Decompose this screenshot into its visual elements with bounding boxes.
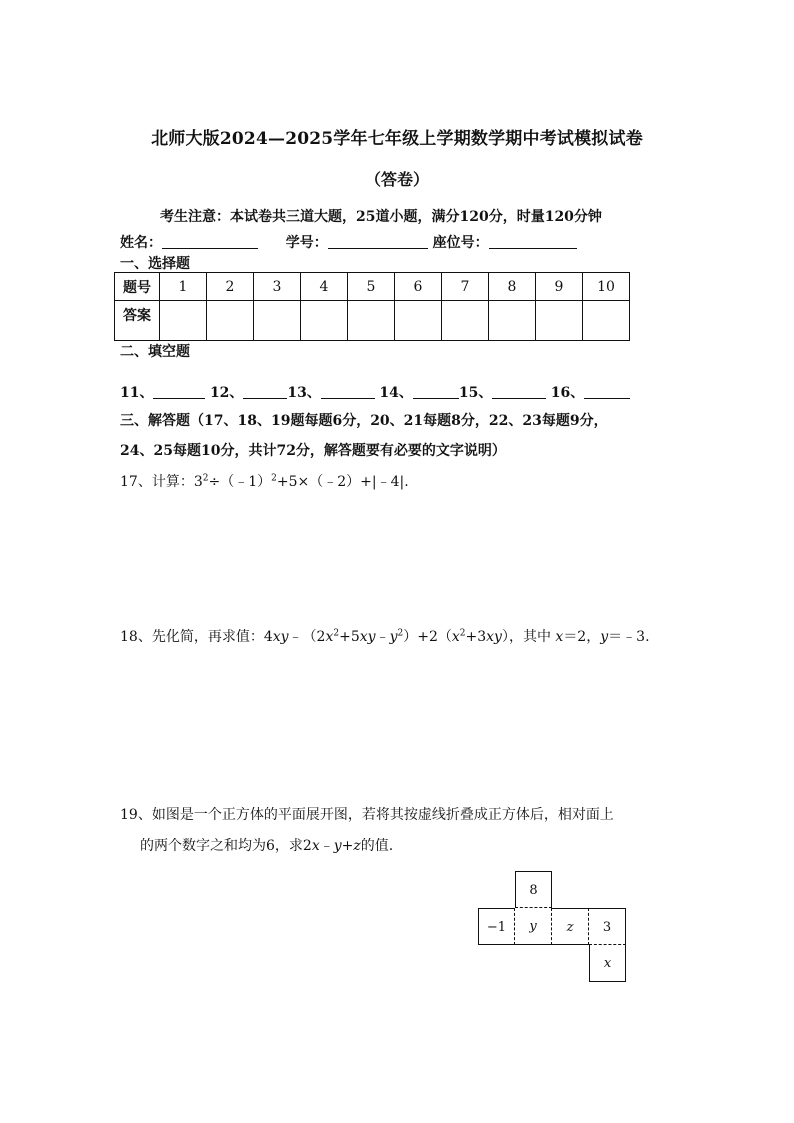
question-18 xyxy=(120,626,650,646)
page-subtitle: （答卷） xyxy=(364,170,429,189)
name-label: 姓名： xyxy=(120,235,162,251)
table-cell-number: 4 xyxy=(301,273,348,301)
q18-text: ＝﹣3. xyxy=(608,629,650,645)
answer-cell[interactable] xyxy=(254,301,301,341)
q19-text: 的值. xyxy=(360,838,394,854)
fill-item-label: 14、 xyxy=(379,385,413,401)
question-19-line2 xyxy=(140,835,393,855)
q18-text: ﹣（2 xyxy=(288,629,326,645)
answer-cell[interactable] xyxy=(536,301,583,341)
exam-notice: 考生注意：本试卷共三道大题，25道小题，满分120分，时量120分钟 xyxy=(160,209,602,225)
seat-blank[interactable] xyxy=(489,234,577,249)
section-fill-heading: 二、填空题 xyxy=(120,344,190,360)
page-title: 北师大版2024—2025学年七年级上学期数学期中考试模拟试卷 xyxy=(151,129,643,149)
q18-var: xy xyxy=(272,629,289,645)
q18-var: x xyxy=(555,629,564,645)
fill-item-label: 11、 xyxy=(120,385,154,401)
q17-text: +5×（﹣2）+|﹣4|. xyxy=(276,474,409,490)
table-cell-number: 2 xyxy=(207,273,254,301)
q17-exponent: 2 xyxy=(202,473,209,484)
answer-cell[interactable] xyxy=(442,301,489,341)
q18-text: +5 xyxy=(339,629,360,645)
section-solve-heading-line2: 24、25每题10分，共计72分，解答题要有必要的文字说明） xyxy=(120,443,506,459)
table-header-answer: 答案 xyxy=(115,301,160,341)
q18-exponent: 2 xyxy=(459,628,466,639)
answer-cell[interactable] xyxy=(160,301,207,341)
q18-text: 18、先化简，再求值：4 xyxy=(120,629,273,645)
table-cell-number: 7 xyxy=(442,273,489,301)
cube-face-bottom: x xyxy=(589,945,626,982)
q17-text: ÷（﹣1） xyxy=(208,474,272,490)
q19-var: y xyxy=(333,838,342,854)
q19-var: x xyxy=(311,838,320,854)
fill-blank[interactable] xyxy=(153,384,205,399)
q18-var: x xyxy=(451,629,460,645)
q18-text: ＝2， xyxy=(563,629,601,645)
section-choice-heading: 一、选择题 xyxy=(120,256,190,272)
q18-var: xy xyxy=(359,629,376,645)
fill-blank[interactable] xyxy=(584,384,630,399)
q18-exponent: 2 xyxy=(333,628,340,639)
table-row-answers xyxy=(115,301,630,341)
q18-text: ），其中 xyxy=(501,629,551,645)
table-cell-number: 5 xyxy=(348,273,395,301)
fill-blank[interactable] xyxy=(492,384,546,399)
table-header-number: 题号 xyxy=(115,273,160,301)
name-blank[interactable] xyxy=(162,234,258,249)
q17-text: 17、计算：3 xyxy=(120,474,203,490)
cube-face-top: 8 xyxy=(515,871,552,908)
cube-face-y: y xyxy=(515,908,552,945)
answer-cell[interactable] xyxy=(583,301,630,341)
answer-table xyxy=(114,272,630,341)
section-solve-heading-line1: 三、解答题（17、18、19题每题6分，20、21每题8分，22、23每题9分， xyxy=(120,413,608,429)
q19-text: + xyxy=(341,838,354,854)
student-info-row xyxy=(120,232,577,252)
fill-blank[interactable] xyxy=(243,384,287,399)
table-cell-number: 10 xyxy=(583,273,630,301)
cube-face-z: z xyxy=(552,908,589,945)
table-row-numbers xyxy=(115,273,630,301)
fill-item-label: 12、 xyxy=(209,385,244,401)
fill-item-label: 16、 xyxy=(550,385,585,401)
q18-text: +3 xyxy=(465,629,487,645)
fill-blank[interactable] xyxy=(413,384,459,399)
q18-exponent: 2 xyxy=(397,628,404,639)
fill-blank[interactable] xyxy=(321,384,375,399)
q18-var: x xyxy=(325,629,334,645)
question-17 xyxy=(120,471,409,491)
answer-cell[interactable] xyxy=(489,301,536,341)
table-cell-number: 6 xyxy=(395,273,442,301)
id-blank[interactable] xyxy=(328,234,428,249)
q18-var: xy xyxy=(486,629,502,645)
cube-net-figure xyxy=(478,871,628,985)
answer-cell[interactable] xyxy=(395,301,442,341)
fill-blank-row xyxy=(120,382,630,402)
q19-text: 的两个数字之和均为6，求2 xyxy=(140,838,312,854)
table-cell-number: 3 xyxy=(254,273,301,301)
seat-label: 座位号： xyxy=(432,235,489,251)
cube-face-left: −1 xyxy=(478,908,515,945)
answer-cell[interactable] xyxy=(207,301,254,341)
q19-var: z xyxy=(353,838,361,854)
table-cell-number: 1 xyxy=(160,273,207,301)
fill-item-label: 13、 xyxy=(287,385,321,401)
q18-text: ﹣ xyxy=(375,629,390,645)
q18-var: y xyxy=(389,629,398,645)
q18-text: ）+2（ xyxy=(403,629,452,645)
q17-exponent: 2 xyxy=(271,473,277,484)
cube-face-right: 3 xyxy=(589,908,626,945)
q19-text: ﹣ xyxy=(319,838,334,854)
table-cell-number: 9 xyxy=(536,273,583,301)
id-label: 学号： xyxy=(285,235,328,251)
answer-cell[interactable] xyxy=(301,301,348,341)
fill-item-label: 15、 xyxy=(458,385,493,401)
answer-cell[interactable] xyxy=(348,301,395,341)
q18-var: y xyxy=(600,629,609,645)
table-cell-number: 8 xyxy=(489,273,536,301)
question-19-line1: 19、如图是一个正方体的平面展开图，若将其按虚线折叠成正方体后，相对面上 xyxy=(120,807,614,823)
